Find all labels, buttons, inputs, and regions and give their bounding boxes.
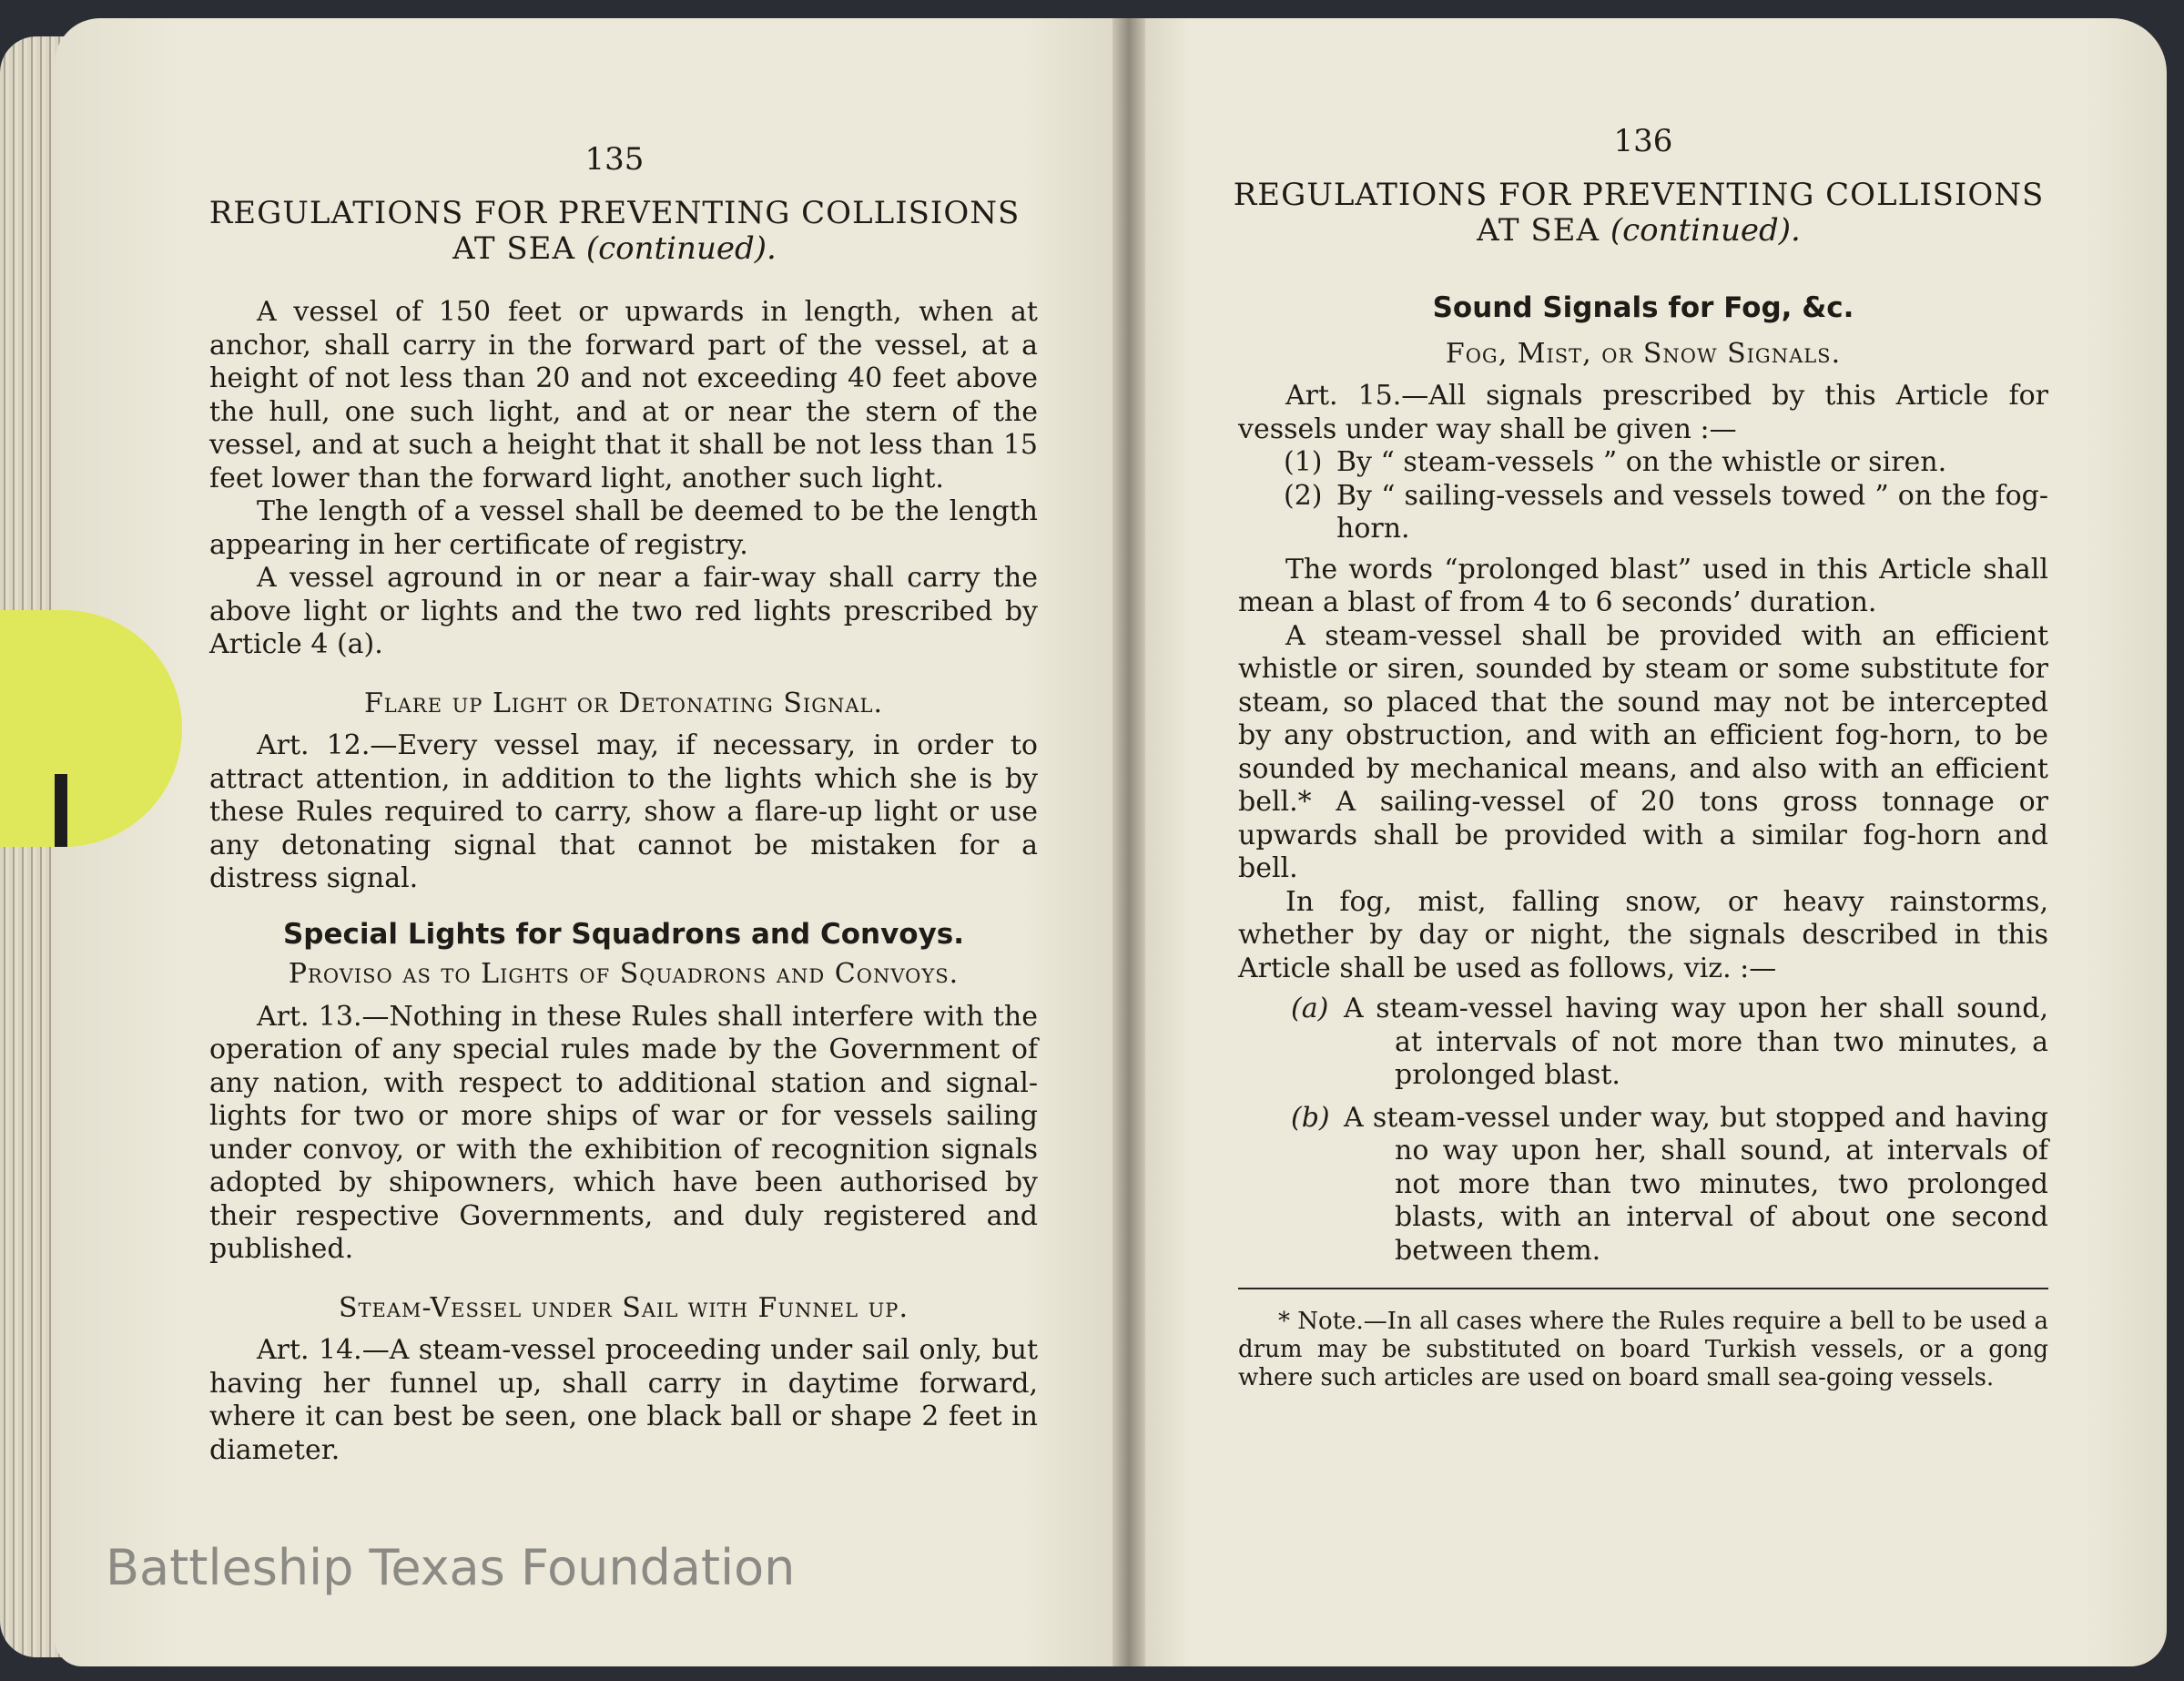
article-14: Art. 14.—A steam-vessel proceeding under sail only, but having her funnel up, shall carry in daytime forward, where it can best be seen, one black ball or shape 2 feet in diameter.	[209, 1334, 1038, 1466]
heading-special-lights: Special Lights for Squadrons and Convoys.	[282, 917, 965, 951]
running-head-line2: AT SEA (continued).	[1477, 212, 1801, 250]
list-item	[1291, 993, 2048, 1093]
list-item-text: By “ sailing-vessels and vessels towed ” on the fog-horn.	[1336, 479, 2048, 545]
list-item-label: (2)	[1284, 479, 1323, 512]
list-item-label: (b)	[1291, 1101, 1330, 1134]
heading-flare-up: Flare up Light or Detonating Signal.	[363, 687, 883, 719]
article-12: Art. 12.—Every vessel may, if necessary, in order to attract attention, in addition to the lights which she is by these Rules required to carry, show a flare-up light or use any detonating signal that cannot be mistaken for a distress signal.	[209, 729, 1038, 894]
list-item-text: A steam-vessel under way, but stopped and having no way upon her, shall sound, at intervals of not more than two minutes, two prolonged blasts, with an interval of about one second between them.	[1344, 1101, 2048, 1267]
list-item	[1284, 446, 2048, 480]
running-head-line1: REGULATIONS FOR PREVENTING COLLISIONS	[208, 195, 1021, 231]
footnote: * Note.—In all cases where the Rules require a bell to be used a drum may be substituted on board Turkish vessels, or a gong where such articles are used on board small sea-going vessels.	[1238, 1308, 2048, 1391]
article-15: Art. 15.—All signals prescribed by this Article for vessels under way shall be given :—	[1238, 380, 2048, 445]
running-head-left	[196, 196, 1033, 267]
paragraph-steam-vessel-equipment: A steam-vessel shall be provided with an efficient whistle or siren, sounded by steam or some substitute for steam, so placed that the sound may not be intercepted by any obstruction, and with an efficient fog-horn, to be sounded by mechanical means, and also with an efficient bell.* A sailing-vessel of 20 tons gross tonnage or upwards shall be provided with a similar fog-horn and bell.	[1238, 619, 2048, 884]
paragraph-prolonged-blast: The words “prolonged blast” used in this Article shall mean a blast of from 4 to 6 seconds’ duration.	[1238, 553, 2048, 618]
paragraph-anchor-lights: A vessel of 150 feet or upwards in length, when at anchor, shall carry in the forward part of the vessel, at a height of not less than 20 and not exceeding 40 feet above the hull, one such light, and at or near the stern of the vessel, and at such a height that it shall be not less than 15 feet lower than the forward light, another such light.	[209, 296, 1038, 494]
fog-signal-items	[1238, 993, 2048, 1268]
list-item	[1284, 480, 2048, 546]
article-13: Art. 13.—Nothing in these Rules shall interfere with the operation of any special rules made by the Government of any nation, with respect to additional station and signal-lights for two or more ships of war or for vessels sailing under convoy, or with the exhibition of recognition signals adopted by shipowners, which have been authorised by their respective Governments, and duly registered and published.	[209, 1000, 1038, 1265]
heading-fog-signals: Fog, Mist, or Snow Signals.	[1445, 337, 1842, 370]
paragraph-fog-usage: In fog, mist, falling snow, or heavy rainstorms, whether by day or night, the signals described in this Article shall be used as follows, viz. :—	[1238, 885, 2048, 984]
running-head-line2: AT SEA (continued).	[452, 230, 777, 268]
heading-steam-vessel-sail: Steam-Vessel under Sail with Funnel up.	[339, 1291, 909, 1324]
list-item-label: (1)	[1284, 446, 1323, 478]
heading-proviso: Proviso as to Lights of Squadrons and Convoys.	[288, 958, 960, 990]
bookmark-tab	[0, 610, 182, 847]
right-text-column	[1238, 273, 2048, 1392]
paragraph-vessel-length: The length of a vessel shall be deemed to be the length appearing in her certificate of registry.	[209, 495, 1038, 561]
heading-sound-signals: Sound Signals for Fog, &c.	[1432, 291, 1854, 324]
watermark: Battleship Texas Foundation	[106, 1539, 796, 1596]
paragraph-vessel-aground: A vessel aground in or near a fair-way shall carry the above light or lights and the two red lights prescribed by Article 4 (a).	[209, 562, 1038, 660]
page-number-right: 136	[1613, 123, 1673, 159]
signal-list	[1238, 446, 2048, 546]
list-item	[1291, 1102, 2048, 1268]
page-number-left: 135	[584, 141, 645, 178]
footnote-rule	[1238, 1288, 2048, 1289]
list-item-text: By “ steam-vessels ” on the whistle or siren.	[1336, 446, 1947, 478]
running-head-line1: REGULATIONS FOR PREVENTING COLLISIONS	[1233, 177, 2045, 213]
running-head-right	[1229, 178, 2048, 249]
list-item-text: A steam-vessel having way upon her shall sound, at intervals of not more than two minutes, a prolonged blast.	[1344, 993, 2048, 1091]
left-text-column	[209, 296, 1038, 1467]
list-item-label: (a)	[1291, 993, 1329, 1024]
book-gutter	[1112, 18, 1145, 1666]
